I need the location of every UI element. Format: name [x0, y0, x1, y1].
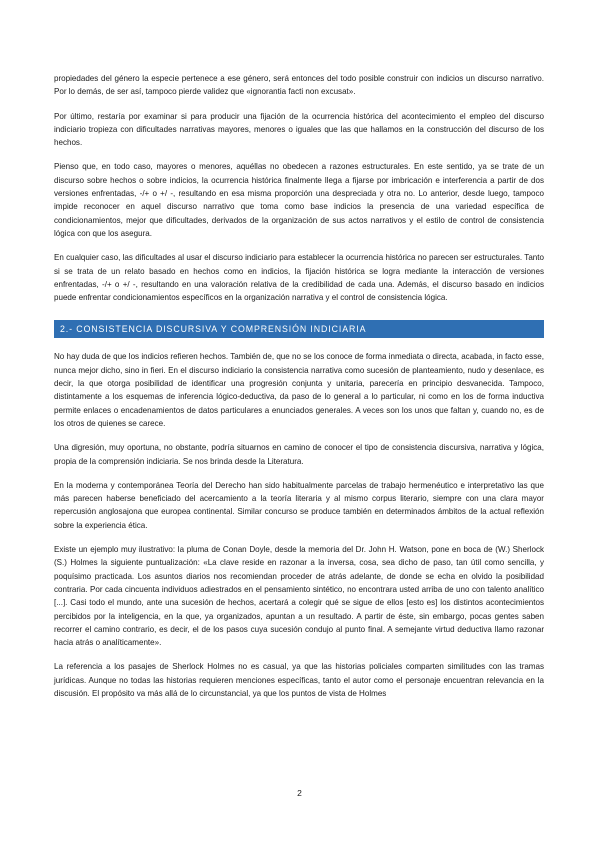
paragraph: Por último, restaría por examinar si para producir una fijación de la ocurrencia histórica del acontecimiento el empleo del discurso indiciario tropieza con dificultades narrativas mayores, menores o iguales que las que hallamos en la construcción del discurso de los hechos. — [54, 111, 544, 148]
paragraph: Una digresión, muy oportuna, no obstante, podría situarnos en camino de conocer el tipo de consistencia discursiva, narrativa y lógica, propia de la comprensión indiciaria. Se nos brinda desde la Literatura. — [54, 443, 544, 466]
paragraph: No hay duda de que los indicios refieren hechos. También de, que no se los conoce de forma inmediata o directa, acabada, in facto esse, nunca mejor dicho, sino in fieri. En el discurso indiciario la consistencia narrativa como sucesión de planteamiento, nudo y desenlace, es decir, la que otorga posibilidad de identificar una progresión conjunta y unitaria, parecería en principio desvanecida. Tampoco, distintamente a los esquemas de inferencia lógico-deductiva, da paso de lo general a lo particular, ni como en los de forma inductiva permite enlaces o encadenamientos de datos particulares a enunciados generales. A veces son los unos que faltan y, cuando no, es de los otros de quienes se carece. — [54, 352, 544, 428]
paragraph: propiedades del género la especie pertenece a ese género, será entonces del todo posible construir con indicios un discurso narrativo. Por lo demás, de ser así, tampoco pierde validez que «ignorantia facti non excusat». — [54, 74, 544, 97]
section-heading: 2.- CONSISTENCIA DISCURSIVA Y COMPRENSIÓN INDICIARIA — [54, 320, 544, 338]
paragraph: En la moderna y contemporánea Teoría del Derecho han sido habitualmente parcelas de trabajo hermenéutico e interpretativo las que más parecen haberse beneficiado del acercamiento a la teoría literaria y al mismo corpus literario, siempre con una clara mayor repercusión anglosajona que europea continental. Similar concurso se produce también en determinados ámbitos de la actual reflexión sobre la experiencia ética. — [54, 480, 544, 530]
paragraph: En cualquier caso, las dificultades al usar el discurso indiciario para establecer la ocurrencia histórica no parecen ser estructurales. Tanto si se trata de un relato basado en hechos como en indicios, la fijación histórica se logra mediante la interacción de versiones enfrentadas, -/+ o +/ -, resultando en una valoración relativa de la credibilidad de cada una. Además, el discurso basado en indicios puede enfrentar condicionamientos específicos en la organización narrativa y el control de consistencia lógica. — [54, 253, 544, 303]
paragraph: Existe un ejemplo muy ilustrativo: la pluma de Conan Doyle, desde la memoria del Dr. John H. Watson, pone en boca de (W.) Sherlock (S.) Holmes la siguiente puntualización: «La clave reside en razonar a la inversa, cosa, sea dicho de paso, tan útil como sencilla, y poquísimo practicada. Los asuntos diarios nos recomiendan proceder de atrás adelante, de donde se echa en olvido la posibilidad contraria. Por cada cincuenta individuos adiestrados en el pensamiento sintético, no encontrara usted arriba de uno con talento analítico [...]. Casi todo el mundo, ante una sucesión de hechos, acertará a colegir qué se sigue de ellos [esto es] los distintos acontecimientos percibidos por la inteligencia, en la que, ya organizados, apuntan a un resultado. A partir de éste, sin embargo, pocas gentes saben recorrer el camino contrario, es decir, el de los pasos cuya sucesión condujo al punto final. A semejante virtud deductiva llamo razonar hacia atrás o analíticamente». — [54, 545, 544, 648]
paragraph: La referencia a los pasajes de Sherlock Holmes no es casual, ya que las historias policiales comparten similitudes con las tramas jurídicas. Aunque no todas las historias requieren menciones específicas, tanto el autor como el personaje encuentran relevancia en la discusión. El propósito va más allá de lo circunstancial, ya que los puntos de vista de Holmes — [54, 662, 544, 698]
paragraph: Pienso que, en todo caso, mayores o menores, aquéllas no obedecen a razones estructurales. En este sentido, ya se trate de un discurso sobre hechos o sobre indicios, la ocurrencia histórica finalmente llega a fijarse por imbricación e interferencia a partir de dos versiones enfrentadas, -/+ o +/ -, resultando en esa misma proporción una despreciada y otra no. Lo anterior, desde luego, tampoco impide reconocer en aquel discurso narrativo que toma como base indicios la presencia de una variedad específica de condicionamientos, mejor que dificultades, derivados de la organización de sus actos narrativos y el estilo de control de consistencia lógica con que los asegura. — [54, 162, 544, 238]
page-number: 2 — [297, 788, 302, 798]
page-body — [54, 72, 544, 711]
